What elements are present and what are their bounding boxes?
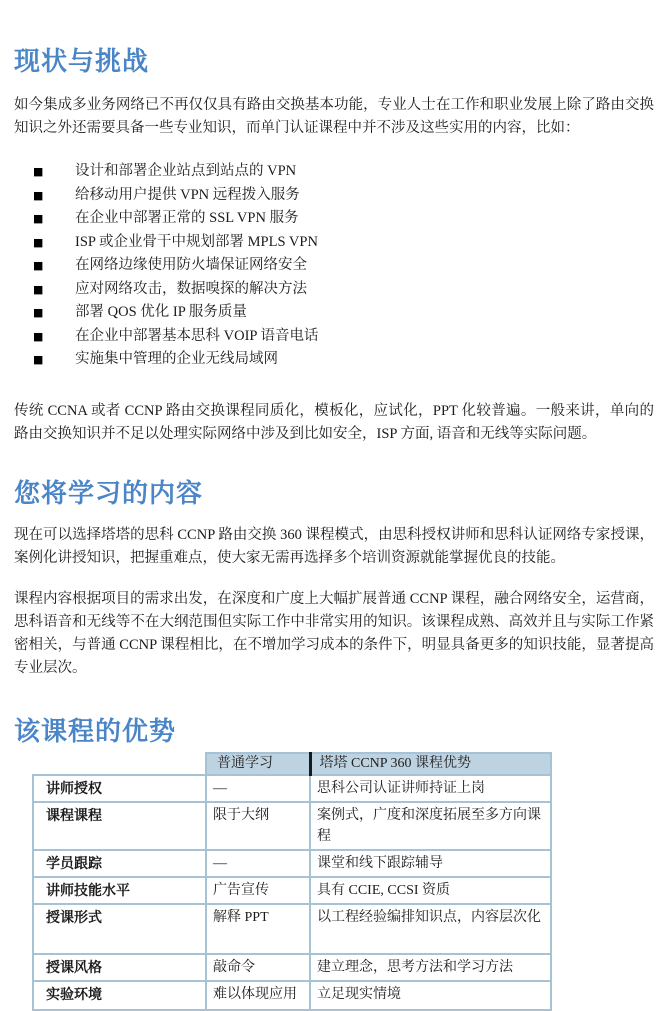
table-header-row bbox=[33, 753, 551, 775]
section-title-advantages: 该课程的优势 bbox=[14, 715, 177, 746]
tata-advantage-cell: 案例式，广度和深度拓展至多方向课程 bbox=[310, 802, 551, 850]
normal-learning-cell: 难以体现应用 bbox=[206, 981, 310, 1010]
table-row bbox=[33, 954, 551, 981]
section-title-challenges: 现状与挑战 bbox=[14, 46, 150, 76]
table-row bbox=[33, 981, 551, 1010]
normal-learning-header-cell: 普通学习 bbox=[206, 753, 310, 775]
normal-learning-cell: 解释 PPT bbox=[206, 904, 310, 954]
row-label-cell: 授课形式 bbox=[33, 904, 206, 954]
table-row bbox=[33, 877, 551, 904]
normal-learning-cell: — bbox=[206, 775, 310, 802]
list-item bbox=[33, 160, 654, 184]
list-item bbox=[33, 207, 654, 231]
list-item-text: 在企业中部署正常的 SSL VPN 服务 bbox=[75, 210, 299, 226]
challenge-list bbox=[14, 160, 654, 372]
advantages-table-body bbox=[33, 775, 551, 1010]
tata-advantage-cell: 以工程经验编排知识点，内容层次化 bbox=[310, 904, 551, 954]
list-item-text: 给移动用户提供 VPN 远程拨入服务 bbox=[75, 186, 300, 203]
document-page bbox=[0, 44, 668, 1011]
list-item-text: 设计和部署企业站点到站点的 VPN bbox=[75, 163, 297, 179]
row-label-cell: 学员跟踪 bbox=[33, 850, 206, 877]
list-item bbox=[33, 254, 654, 278]
list-item-text: 实施集中管理的企业无线局域网 bbox=[75, 351, 278, 367]
tata-advantage-cell: 立足现实情境 bbox=[310, 981, 551, 1010]
tata-advantage-cell: 建立理念，思考方法和学习方法 bbox=[310, 954, 551, 981]
list-item bbox=[33, 231, 654, 255]
list-item bbox=[33, 278, 654, 302]
table-row bbox=[33, 850, 551, 877]
square-bullet-icon: ■ bbox=[33, 259, 44, 272]
advantages-table bbox=[32, 752, 552, 1011]
tata-advantage-cell: 具有 CCIE, CCSI 资质 bbox=[310, 877, 551, 904]
learning-paragraph-1: 现在可以选择塔塔的思科 CCNP 路由交换 360 课程模式，由思科授权讲师和思科认证网络专家授课，案例化讲授知识，把握重难点，使大家无需再选择多个培训资源就能掌握优良的技能。 bbox=[14, 526, 654, 566]
list-item-text: 在企业中部署基本思科 VOIP 语音电话 bbox=[75, 327, 319, 344]
advantages-table-header bbox=[33, 753, 551, 775]
section-title-learning: 您将学习的内容 bbox=[14, 477, 204, 508]
list-item-text: 在网络边缘使用防火墙保证网络安全 bbox=[75, 257, 307, 273]
list-item-text: ISP 或企业骨干中规划部署 MPLS VPN bbox=[75, 233, 318, 250]
row-label-cell: 授课风格 bbox=[33, 954, 206, 981]
list-item bbox=[33, 301, 654, 325]
challenges-summary-paragraph: 传统 CCNA 或者 CCNP 路由交换课程同质化，模板化，应试化，PPT 化较普遍。一般来讲，单向的路由交换知识并不足以处理实际网络中涉及到比如安全，ISP 方面, 语音和无线等实际问题。 bbox=[14, 402, 654, 442]
table-row bbox=[33, 802, 551, 850]
tata-course-header-cell: 塔塔 CCNP 360 课程优势 bbox=[310, 753, 551, 775]
normal-learning-cell: 敲命令 bbox=[206, 954, 310, 981]
list-item bbox=[33, 348, 654, 372]
square-bullet-icon: ■ bbox=[33, 165, 44, 178]
challenges-intro-paragraph: 如今集成多业务网络已不再仅仅具有路由交换基本功能，专业人士在工作和职业发展上除了路由交换知识之外还需要具备一些专业知识，而单门认证课程中并不涉及这些实用的内容，比如： bbox=[14, 97, 654, 136]
normal-learning-cell: — bbox=[206, 850, 310, 877]
normal-learning-cell: 广告宣传 bbox=[206, 877, 310, 904]
list-item-text: 部署 QOS 优化 IP 服务质量 bbox=[75, 304, 247, 320]
row-label-cell: 课程课程 bbox=[33, 802, 206, 850]
row-label-cell: 讲师技能水平 bbox=[33, 877, 206, 904]
tata-advantage-cell: 思科公司认证讲师持证上岗 bbox=[310, 775, 551, 802]
row-label-cell: 实验环境 bbox=[33, 981, 206, 1010]
square-bullet-icon: ■ bbox=[33, 235, 44, 249]
learning-paragraph-2: 课程内容根据项目的需求出发，在深度和广度上大幅扩展普通 CCNP 课程，融合网络安全，运营商，思科语音和无线等不在大纲范围但实际工作中非常实用的知识。该课程成熟、高效并且与实际工作紧密相关，与普通 CCNP 课程相比，在不增加学习成本的条件下，明显具备更多的知识技能，显著提高专业层次。 bbox=[14, 590, 654, 676]
tata-advantage-cell: 课堂和线下跟踪辅导 bbox=[310, 850, 551, 877]
square-bullet-icon: ■ bbox=[33, 282, 44, 296]
table-row bbox=[33, 904, 551, 954]
empty-header-cell bbox=[33, 753, 206, 775]
list-item bbox=[33, 184, 654, 208]
table-row bbox=[33, 775, 551, 802]
square-bullet-icon: ■ bbox=[33, 306, 44, 319]
normal-learning-cell: 限于大纲 bbox=[206, 802, 310, 850]
square-bullet-icon: ■ bbox=[33, 212, 44, 225]
list-item-text: 应对网络攻击，数据嗅探的解决方法 bbox=[75, 280, 307, 297]
row-label-cell: 讲师授权 bbox=[33, 775, 206, 802]
square-bullet-icon: ■ bbox=[33, 188, 44, 202]
square-bullet-icon: ■ bbox=[33, 329, 44, 343]
square-bullet-icon: ■ bbox=[33, 353, 44, 366]
list-item bbox=[33, 325, 654, 349]
